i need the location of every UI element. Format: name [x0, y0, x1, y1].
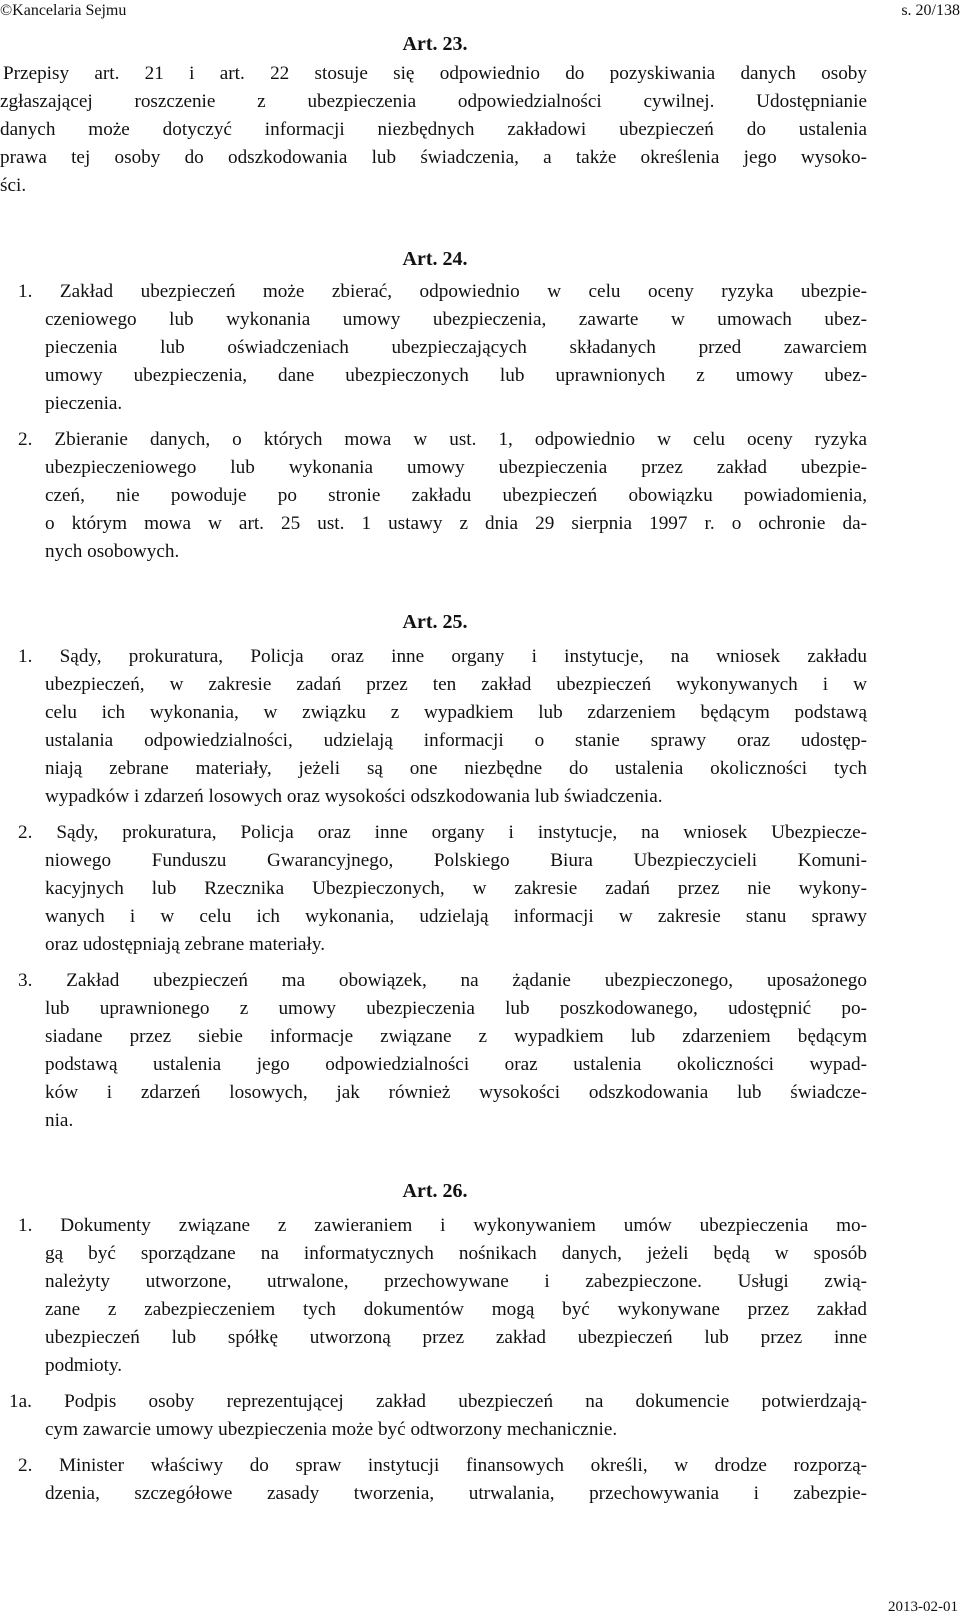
text-line: siadane przez siebie informacje związane z wypadkiem lub zdarzeniem będącym — [45, 1026, 867, 1047]
text-line: lub uprawnionego z umowy ubezpieczenia lub poszkodowanego, udostępnić po- — [45, 998, 867, 1019]
text-line: prawa tej osoby do odszkodowania lub świadczenia, a także określenia jego wysoko- — [0, 147, 867, 168]
text-line: dzenia, szczegółowe zasady tworzenia, utrwalania, przechowywania i zabezpie- — [45, 1483, 867, 1504]
text-line: nia. — [45, 1110, 74, 1131]
article-24-heading: Art. 24. — [402, 248, 468, 270]
text-line: należyty utworzone, utrwalone, przechowywane i zabezpieczone. Usługi zwią- — [45, 1271, 867, 1292]
text-line: pieczenia. — [45, 393, 123, 414]
header-copyright: ©Kancelaria Sejmu — [0, 2, 127, 19]
text-line: zane z zabezpieczeniem tych dokumentów mogą być wykonywane przez zakład — [45, 1299, 867, 1320]
text-line: ustalania odpowiedzialności, udzielają informacji o stanie sprawy oraz udostęp- — [45, 730, 867, 751]
text-line: celu ich wykonania, w związku z wypadkiem lub zdarzeniem będącym podstawą — [45, 702, 867, 723]
header-page-number: s. 20/138 — [901, 2, 960, 19]
article-23-heading: Art. 23. — [402, 33, 468, 55]
text-line: kacyjnych lub Rzecznika Ubezpieczonych, w zakresie zadań przez nie wykony- — [45, 878, 867, 899]
text-line: zgłaszającej roszczenie z ubezpieczenia odpowiedzialności cywilnej. Udostępnianie — [0, 91, 867, 112]
text-line: 2. Minister właściwy do spraw instytucji finansowych określi, w drodze rozporzą- — [18, 1455, 867, 1476]
text-line: nych osobowych. — [45, 541, 180, 562]
text-line: niają zebrane materiały, jeżeli są one niezbędne do ustalenia okoliczności tych — [45, 758, 867, 779]
article-26-heading: Art. 26. — [402, 1180, 468, 1202]
text-line: umowy ubezpieczenia, dane ubezpieczonych lub uprawnionych z umowy ubez- — [45, 365, 867, 386]
text-line: ków i zdarzeń losowych, jak również wysokości odszkodowania lub świadcze- — [45, 1082, 867, 1103]
text-line: 1. Zakład ubezpieczeń może zbierać, odpowiednio w celu oceny ryzyka ubezpie- — [18, 281, 867, 302]
text-line: podmioty. — [45, 1355, 123, 1376]
text-line: danych może dotyczyć informacji niezbędnych zakładowi ubezpieczeń do ustalenia — [0, 119, 867, 140]
text-line: czeniowego lub wykonania umowy ubezpieczenia, zawarte w umowach ubez- — [45, 309, 867, 330]
footer-date: 2013-02-01 — [888, 1599, 958, 1615]
text-line: oraz udostępniają zebrane materiały. — [45, 934, 326, 955]
text-line: 2. Sądy, prokuratura, Policja oraz inne organy i instytucje, na wniosek Ubezpiecze- — [18, 822, 867, 843]
text-line: 1a. Podpis osoby reprezentującej zakład ubezpieczeń na dokumencie potwierdzają- — [9, 1391, 867, 1412]
text-line: cym zawarcie umowy ubezpieczenia może być odtworzony mechanicznie. — [45, 1419, 618, 1440]
text-line: o którym mowa w art. 25 ust. 1 ustawy z dnia 29 sierpnia 1997 r. o ochronie da- — [45, 513, 867, 534]
text-line: wanych i w celu ich wykonania, udzielają informacji w zakresie stanu sprawy — [45, 906, 867, 927]
text-line: 3. Zakład ubezpieczeń ma obowiązek, na żądanie ubezpieczonego, uposażonego — [18, 970, 867, 991]
text-line: niowego Funduszu Gwarancyjnego, Polskiego Biura Ubezpieczycieli Komuni- — [45, 850, 867, 871]
text-line: 1. Sądy, prokuratura, Policja oraz inne organy i instytucje, na wniosek zakładu — [18, 646, 867, 667]
text-line: ubezpieczeniowego lub wykonania umowy ubezpieczenia przez zakład ubezpie- — [45, 457, 867, 478]
text-line: 1. Dokumenty związane z zawieraniem i wykonywaniem umów ubezpieczenia mo- — [18, 1215, 867, 1236]
text-line: gą być sporządzane na informatycznych nośnikach danych, jeżeli będą w sposób — [45, 1243, 867, 1264]
article-25-heading: Art. 25. — [402, 611, 468, 633]
text-line: Przepisy art. 21 i art. 22 stosuje się odpowiednio do pozyskiwania danych osoby — [3, 63, 867, 84]
text-line: ubezpieczeń, w zakresie zadań przez ten zakład ubezpieczeń wykonywanych i w — [45, 674, 867, 695]
text-line: czeń, nie powoduje po stronie zakładu ubezpieczeń obowiązku powiadomienia, — [45, 485, 867, 506]
text-line: ści. — [0, 175, 27, 196]
text-line: podstawą ustalenia jego odpowiedzialności oraz ustalenia okoliczności wypad- — [45, 1054, 867, 1075]
text-line: 2. Zbieranie danych, o których mowa w ust. 1, odpowiednio w celu oceny ryzyka — [18, 429, 867, 450]
text-line: ubezpieczeń lub spółkę utworzoną przez zakład ubezpieczeń lub przez inne — [45, 1327, 867, 1348]
text-line: pieczenia lub oświadczeniach ubezpieczających składanych przed zawarciem — [45, 337, 867, 358]
text-line: wypadków i zdarzeń losowych oraz wysokości odszkodowania lub świadczenia. — [45, 786, 663, 807]
